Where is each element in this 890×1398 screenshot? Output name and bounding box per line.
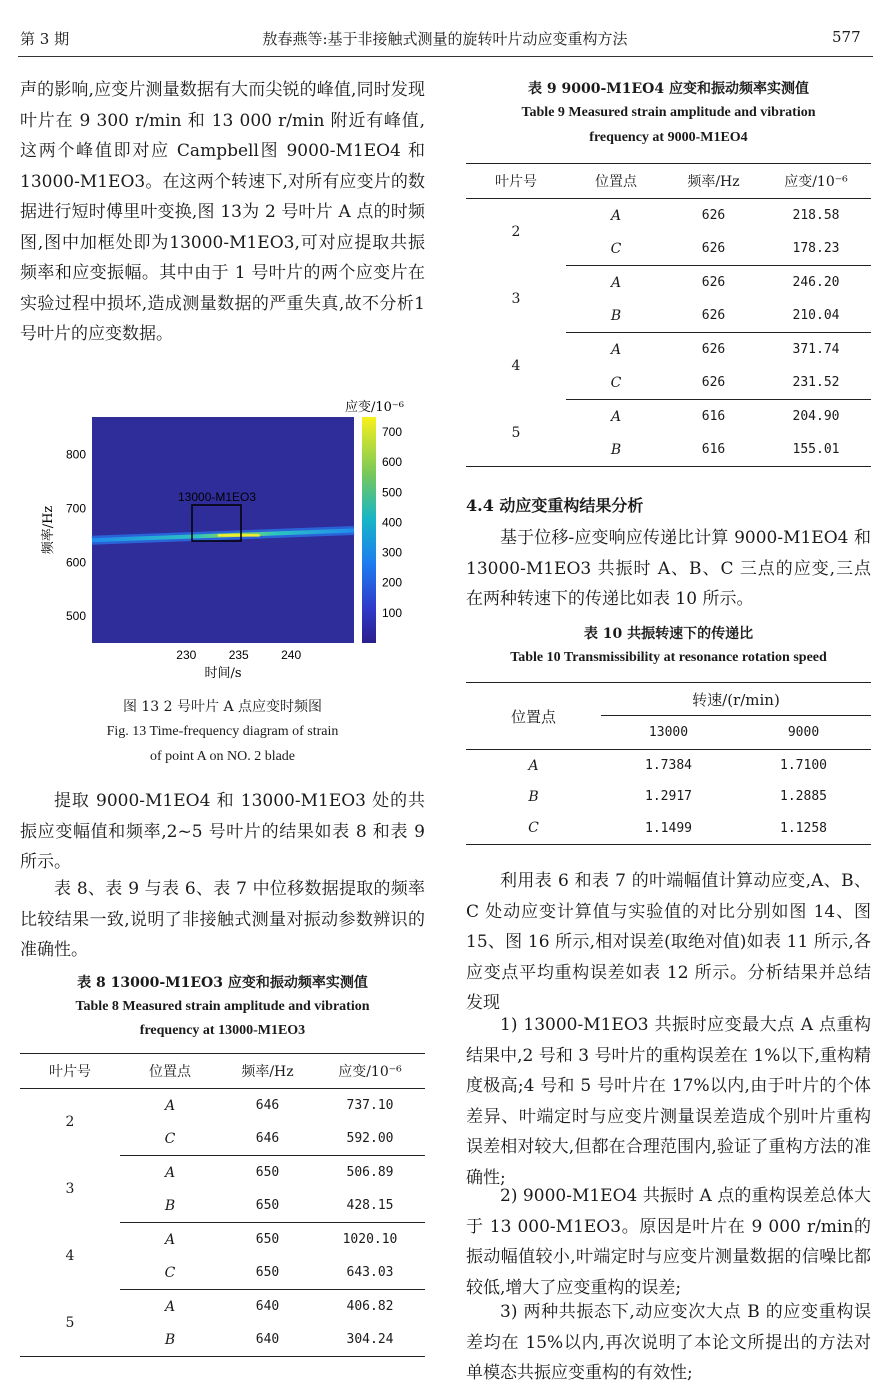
table10-title-en: Table 10 Transmissibility at resonance rotation speed	[510, 650, 827, 665]
colorbar	[362, 417, 376, 643]
table8-blade-number: 2	[65, 1114, 75, 1131]
table8-blade-number: 4	[65, 1248, 75, 1264]
table9-position: A	[566, 333, 666, 367]
table8-position: B	[164, 1197, 176, 1214]
table8-frequency: 640	[220, 1290, 315, 1324]
table8-strain: 506.89	[315, 1156, 425, 1190]
right-paragraph-5: 3) 两种共振态下,动应变次大点 B 的应变重构误差均在 15%以内,再次说明了本论文所提出的方法对单模态共振应变重构的有效性;	[466, 1302, 871, 1383]
t10-cell: 1.1258	[780, 820, 827, 836]
t10-row-pos: C	[528, 820, 539, 836]
y-tick-label: 500	[65, 609, 86, 624]
x-axis-label: 时间/s	[204, 666, 242, 681]
table9-position: A	[610, 207, 622, 224]
t10-row-pos: B	[528, 788, 539, 805]
left-paragraph-3: 表 8、表 9 与表 6、表 7 中位移数据提取的频率比较结果一致,说明了非接触式测量对振动参数辨识的准确性。	[20, 879, 425, 960]
table8-header: 叶片号	[20, 1054, 120, 1089]
left-paragraph-1: 声的影响,应变片测量数据有大而尖锐的峰值,同时发现叶片在 9 300 r/min 和 13 000 r/min 附近有峰值,这两个峰值即对应 Campbell图 9000-M1EO4 和13000-M1EO3。在这两个转速下,对所有应变片的数据进行短时傅里叶变换,图 13为 2 号叶片 A 点的时频图,图中加框处即为13000-M1EO3,可对应提取共振频率和应变振幅。其中由于 1 号叶片的两个应变片在实验过程中损坏,造成测量数据的严重失真,故不分析1 号叶片的应变数据。	[20, 80, 425, 344]
table8-header: 位置点	[120, 1054, 220, 1089]
x-tick-label: 235	[228, 648, 249, 662]
colorbar-tick-label: 600	[382, 455, 403, 470]
table8-position: C	[164, 1264, 176, 1281]
t10-header-9000: 9000	[736, 716, 871, 750]
table8-title-cn: 表 8 13000-M1EO3 应变和振动频率实测值	[77, 975, 368, 991]
table9-blade-number: 5	[511, 424, 521, 441]
table8-position: C	[164, 1130, 176, 1147]
table8-position: A	[120, 1290, 220, 1324]
table-8	[20, 1053, 425, 1357]
table8-strain: 643.03	[346, 1265, 394, 1280]
table9-position: B	[610, 441, 622, 458]
table8-frequency: 646	[255, 1131, 280, 1146]
table8-frequency: 640	[255, 1332, 280, 1347]
table8-position: A	[164, 1097, 176, 1114]
colorbar-tick-label: 400	[382, 515, 403, 530]
table9-frequency: 626	[701, 375, 726, 390]
left-paragraph-2: 提取 9000-M1EO4 和 13000-M1EO3 处的共振应变幅值和频率,2~5 号叶片的结果如表 8 和表 9 所示。	[20, 791, 425, 872]
right-paragraph-3: 1) 13000-M1EO3 共振时应变最大点 A 点重构结果中,2 号和 3 号叶片的重构误差在 1%以下,重构精度极高;4 号和 5 号叶片在 17%以内,由于叶片的个体差异、叶端定时与应变片测量误差造成个别叶片重构误差相对较大,但都在合理范围内,验证了重构方法的准确性;	[466, 1015, 871, 1188]
page-number: 577	[832, 28, 861, 46]
right-paragraph-4: 2) 9000-M1EO4 共振时 A 点的重构误差总体大于 13 000-M1EO3。原因是叶片在 9 000 r/min的振动幅值较小,叶端定时与应变片测量数据的信噪比都较低,增大了应变重构的误差;	[466, 1186, 871, 1298]
table8-strain: 304.24	[346, 1332, 394, 1347]
section-heading-4-4: 4.4 动应变重构结果分析	[466, 496, 644, 515]
y-axis-label: 频率/Hz	[41, 505, 56, 555]
table9-position: C	[610, 240, 622, 257]
table9-position: C	[610, 374, 622, 391]
table9-strain: 371.74	[761, 333, 871, 367]
table9-frequency: 616	[666, 400, 761, 434]
table9-header: 位置点	[566, 164, 666, 199]
x-axis-ticks	[176, 648, 301, 662]
table8-frequency: 650	[220, 1156, 315, 1190]
table9-position: A	[566, 266, 666, 300]
fig13-caption-cn: 图 13 2 号叶片 A 点应变时频图	[122, 699, 323, 715]
table9-header: 应变/10⁻⁶	[761, 164, 871, 199]
table9-strain: 210.04	[792, 308, 840, 323]
table8-frequency: 646	[255, 1098, 280, 1113]
table8-strain: 737.10	[346, 1098, 394, 1113]
t10-cell: 1.2885	[780, 789, 827, 804]
colorbar-ticks	[382, 425, 402, 620]
header-rule	[18, 56, 873, 57]
table9-blade-number: 3	[511, 291, 521, 307]
t10-header-speed: 转速/(r/min)	[601, 683, 871, 716]
y-tick-label: 700	[65, 501, 86, 516]
table9-frequency: 626	[666, 266, 761, 300]
table-10	[466, 682, 871, 845]
table10-title-cn: 表 10 共振转速下的传递比	[583, 626, 754, 642]
x-tick-label: 230	[176, 648, 197, 662]
table8-header: 频率/Hz	[220, 1054, 315, 1089]
table9-frequency: 626	[701, 208, 726, 223]
t10-header-13000: 13000	[601, 716, 736, 750]
time-frequency-heatmap	[40, 395, 410, 685]
x-tick-label: 240	[281, 648, 302, 662]
t10-cell: 1.1499	[645, 820, 692, 836]
right-paragraph-1: 基于位移-应变响应传递比计算 9000-M1EO4 和 13000-M1EO3 共振时 A、B、C 三点的应变,三点在两种转速下的传递比如表 10 所示。	[466, 528, 871, 609]
table9-header: 频率/Hz	[666, 164, 761, 199]
colorbar-tick-label: 100	[382, 605, 403, 620]
table-9	[466, 163, 871, 467]
table8-strain: 1020.10	[315, 1223, 425, 1257]
table9-strain: 178.23	[792, 241, 840, 256]
fig13-caption-en-1: Fig. 13 Time-frequency diagram of strain	[106, 724, 339, 739]
table8-position: B	[164, 1331, 176, 1348]
table9-frequency: 626	[666, 333, 761, 367]
colorbar-title: 应变/10⁻⁶	[345, 400, 404, 415]
table9-strain: 204.90	[761, 400, 871, 434]
table9-title-en-2: frequency at 9000-M1EO4	[589, 130, 748, 145]
table9-strain: 246.20	[761, 266, 871, 300]
t10-cell: 1.7384	[645, 758, 692, 773]
table8-title-en-2: frequency at 13000-M1EO3	[139, 1023, 306, 1038]
figure-13	[40, 395, 410, 685]
table8-blade-number: 3	[65, 1181, 75, 1197]
table9-frequency: 616	[701, 442, 726, 457]
table8-position: A	[120, 1156, 220, 1190]
y-tick-label: 800	[65, 447, 86, 462]
table8-strain: 406.82	[315, 1290, 425, 1324]
table9-blade-number: 4	[511, 358, 521, 374]
table8-blade-number: 5	[65, 1314, 75, 1331]
table9-strain: 218.58	[792, 208, 840, 223]
fig13-caption-en-2: of point A on NO. 2 blade	[149, 749, 296, 764]
colorbar-tick-label: 500	[382, 485, 403, 500]
colorbar-tick-label: 700	[382, 425, 403, 440]
table9-strain: 231.52	[792, 375, 840, 390]
table8-position: A	[120, 1223, 220, 1257]
annotation-label: 13000-M1EO3	[178, 490, 257, 504]
t10-cell: 1.2917	[645, 789, 692, 804]
table9-title-en-1: Table 9 Measured strain amplitude and vibration	[521, 105, 816, 120]
table8-frequency: 650	[255, 1198, 280, 1213]
y-axis-ticks	[66, 448, 86, 623]
colorbar-tick-label: 300	[382, 545, 403, 560]
table8-frequency: 650	[255, 1265, 280, 1280]
table8-header: 应变/10⁻⁶	[315, 1054, 425, 1089]
table9-frequency: 626	[701, 308, 726, 323]
issue-number: 第 3 期	[20, 30, 70, 48]
table8-strain: 592.00	[346, 1131, 394, 1146]
colorbar-tick-label: 200	[382, 575, 403, 590]
table8-title-en-1: Table 8 Measured strain amplitude and vibration	[75, 999, 370, 1014]
right-paragraph-2: 利用表 6 和表 7 的叶端幅值计算动应变,A、B、C 处动应变计算值与实验值的对比分别如图 14、图 15、图 16 所示,相对误差(取绝对值)如表 11 所示,各应变点平均重构误差如表 12 所示。分析结果并总结发现	[466, 871, 871, 1013]
t10-row-pos: A	[528, 757, 539, 774]
table9-position: B	[610, 307, 622, 324]
table9-blade-number: 2	[511, 224, 521, 241]
y-tick-label: 600	[65, 555, 86, 570]
table9-position: A	[566, 400, 666, 434]
table9-frequency: 626	[701, 241, 726, 256]
table9-title-cn: 表 9 9000-M1EO4 应变和振动频率实测值	[528, 81, 809, 97]
table8-frequency: 650	[220, 1223, 315, 1257]
running-title: 敖春燕等:基于非接触式测量的旋转叶片动应变重构方法	[262, 30, 628, 48]
table9-header: 叶片号	[466, 164, 566, 199]
table9-strain: 155.01	[792, 442, 840, 457]
t10-header-position: 位置点	[466, 683, 601, 750]
t10-cell: 1.7100	[780, 758, 827, 773]
table8-strain: 428.15	[346, 1198, 394, 1213]
